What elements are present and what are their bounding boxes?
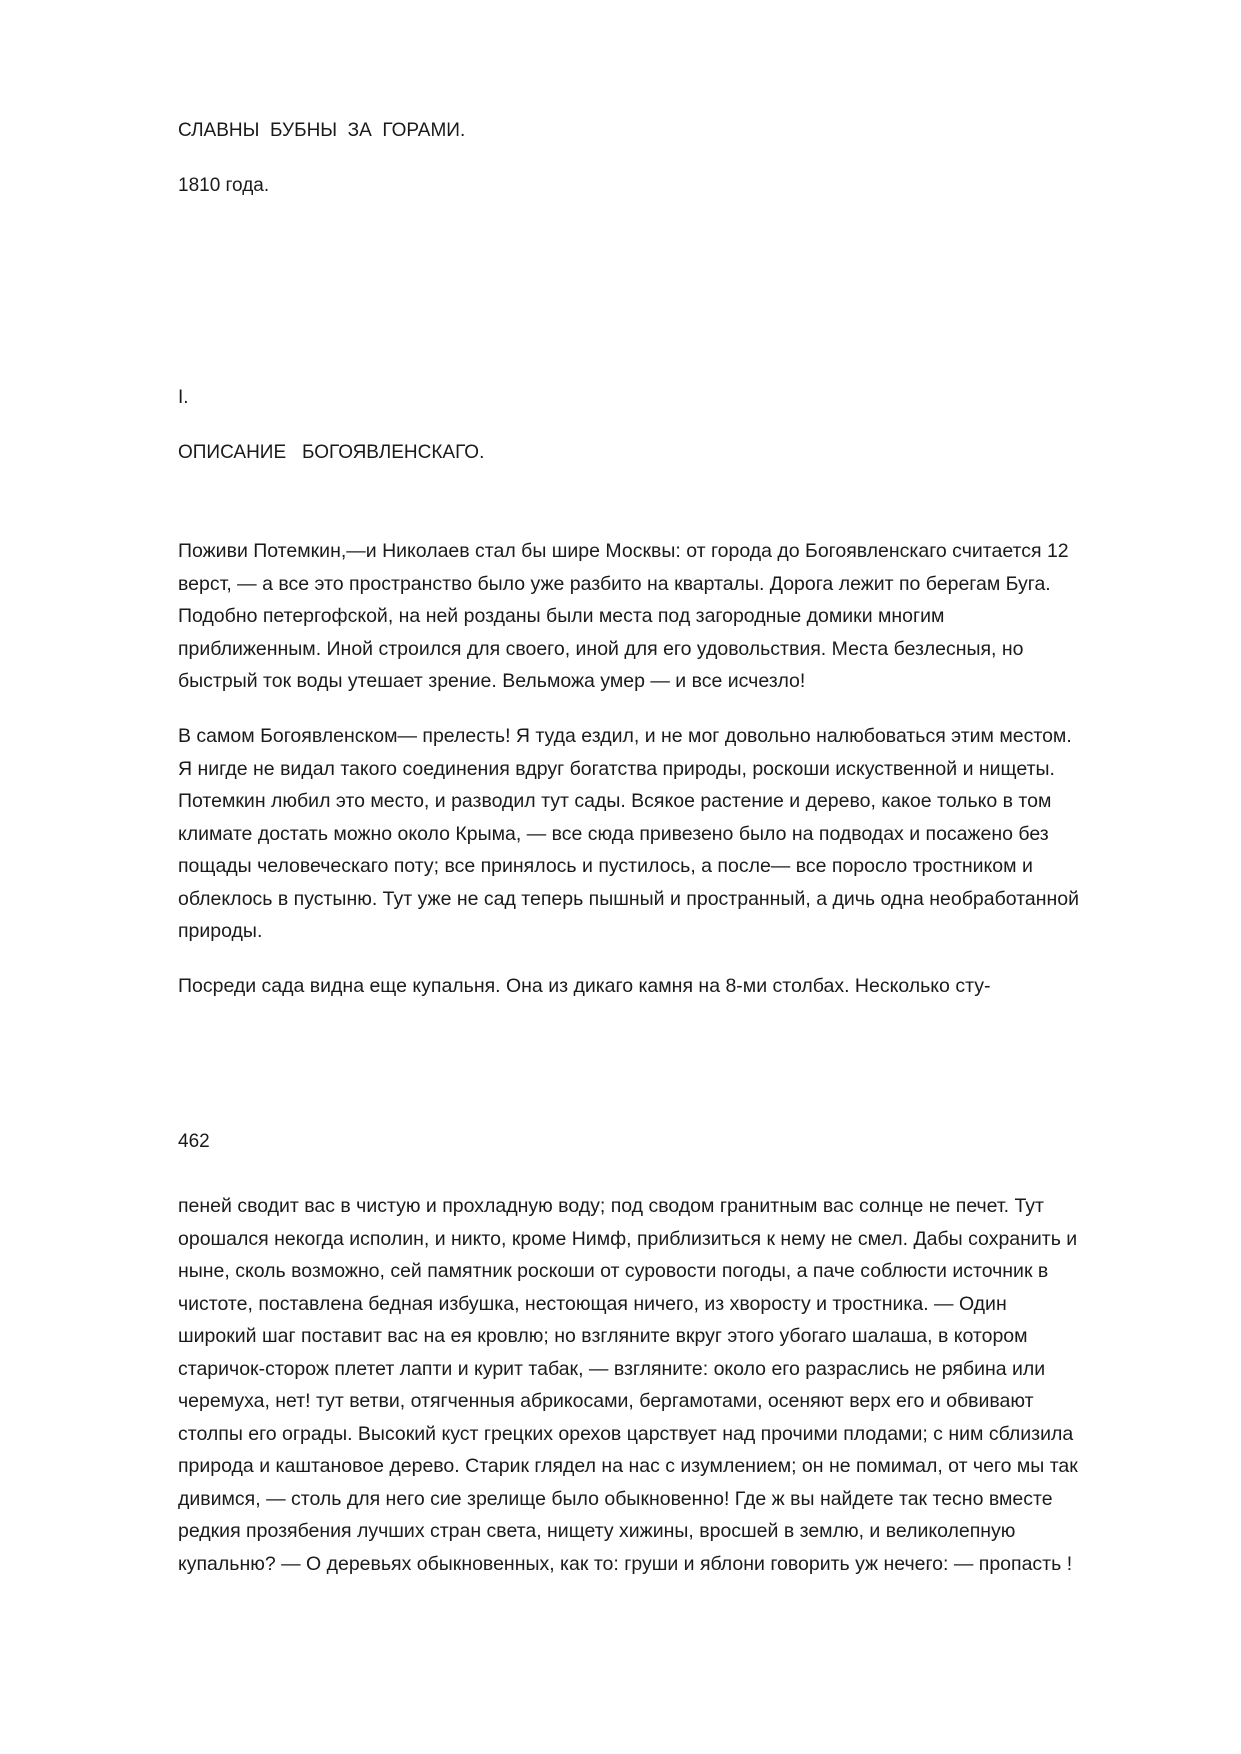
text-line: чистоте, поставлена бедная избушка, нестоющая ничего, из хворосту и тростника. — Один <box>178 1292 1007 1315</box>
paragraph-2 <box>178 720 1158 948</box>
text-line: быстрый ток воды утешает зрение. Вельможа умер — и все исчезло! <box>178 670 806 692</box>
text-line: пеней сводит вас в чистую и прохладную воду; под сводом гранитным вас солнце не печет. Тут <box>178 1195 1044 1217</box>
text-line: верст, — а все это пространство было уже разбито на кварталы. Дорога лежит по берегам Буга. <box>178 572 1051 595</box>
text-line: облеклось в пустыню. Тут уже не сад теперь пышный и пространный, а дичь одна необработанной <box>178 887 1080 910</box>
text-line: орошался некогда исполин, и никто, кроме Нимф, приблизиться к нему не смел. Дабы сохранить и <box>178 1227 1078 1250</box>
text-line: дивимся, — столь для него сие зрелище было обыкновенно! Где ж вы найдете так тесно вместе <box>178 1487 1053 1510</box>
text-line: ныне, сколь возможно, сей памятник роскоши от суровости погоды, а паче соблюсти источник в <box>178 1260 1049 1282</box>
chapter-number: I. <box>178 387 189 408</box>
document-title: СЛАВНЫ БУБНЫ ЗА ГОРАМИ. <box>178 120 466 141</box>
text-line: купальню? — О деревьях обыкновенных, как то: груши и яблони говорить уж нечего: — пропасть ! <box>178 1552 1073 1575</box>
paragraph-1 <box>178 535 1158 698</box>
paragraph-3 <box>178 970 1158 1003</box>
text-line: климате достать можно около Крыма, — все сюда привезено было на подводах и посажено без <box>178 822 1049 845</box>
document-date: 1810 года. <box>178 175 270 196</box>
text-line: Посреди сада видна еще купальня. Она из дикаго камня на 8-ми столбах. Несколько сту- <box>178 975 991 997</box>
text-line: В самом Богоявленском— прелесть! Я туда ездил, и не мог довольно налюбоваться этим местом. <box>178 725 1072 747</box>
text-line: природы. <box>178 920 263 942</box>
text-line: широкий шаг поставит вас на ея кровлю; но взгляните вкруг этого убогаго шалаша, в котором <box>178 1325 1028 1347</box>
text-line: старичок-сторож плетет лапти и курит табак, — взгляните: около его разраслись не рябина или <box>178 1357 1046 1380</box>
text-line: Я нигде не видал такого соединения вдруг богатства природы, роскоши искуственной и нищеты. <box>178 757 1055 780</box>
text-line: Подобно петергофской, на ней розданы были места под загородные домики многим <box>178 605 945 627</box>
text-line: пощады человеческаго поту; все принялось и пустилось, а после— все поросло тростником и <box>178 855 1033 877</box>
paragraph-continuation <box>178 1190 1158 1580</box>
page-number: 462 <box>178 1131 210 1152</box>
chapter-title: ОПИСАНИЕ БОГОЯВЛЕНСКАГО. <box>178 442 485 463</box>
text-line: Поживи Потемкин,—и Николаев стал бы шире Москвы: от города до Богоявленскаго считается 12 <box>178 540 1069 562</box>
text-line: редкия прозябения лучших стран света, нищету хижины, вросшей в землю, и великолепную <box>178 1520 1016 1542</box>
text-line: приближенным. Иной строился для своего, иной для его удовольствия. Места безлесныя, но <box>178 637 1024 660</box>
text-line: черемуха, нет! тут ветви, отягченныя абрикосами, бергамотами, осеняют верх его и обвивают <box>178 1390 1034 1412</box>
text-line: природа и каштановое дерево. Старик глядел на нас с изумлением; он не помимал, от чего мы так <box>178 1455 1078 1477</box>
text-line: столпы его ограды. Высокий куст грецких орехов царствует над прочими плодами; с ним сблизила <box>178 1422 1074 1445</box>
text-line: Потемкин любил это место, и разводил тут сады. Всякое растение и дерево, какое только в том <box>178 790 1052 812</box>
